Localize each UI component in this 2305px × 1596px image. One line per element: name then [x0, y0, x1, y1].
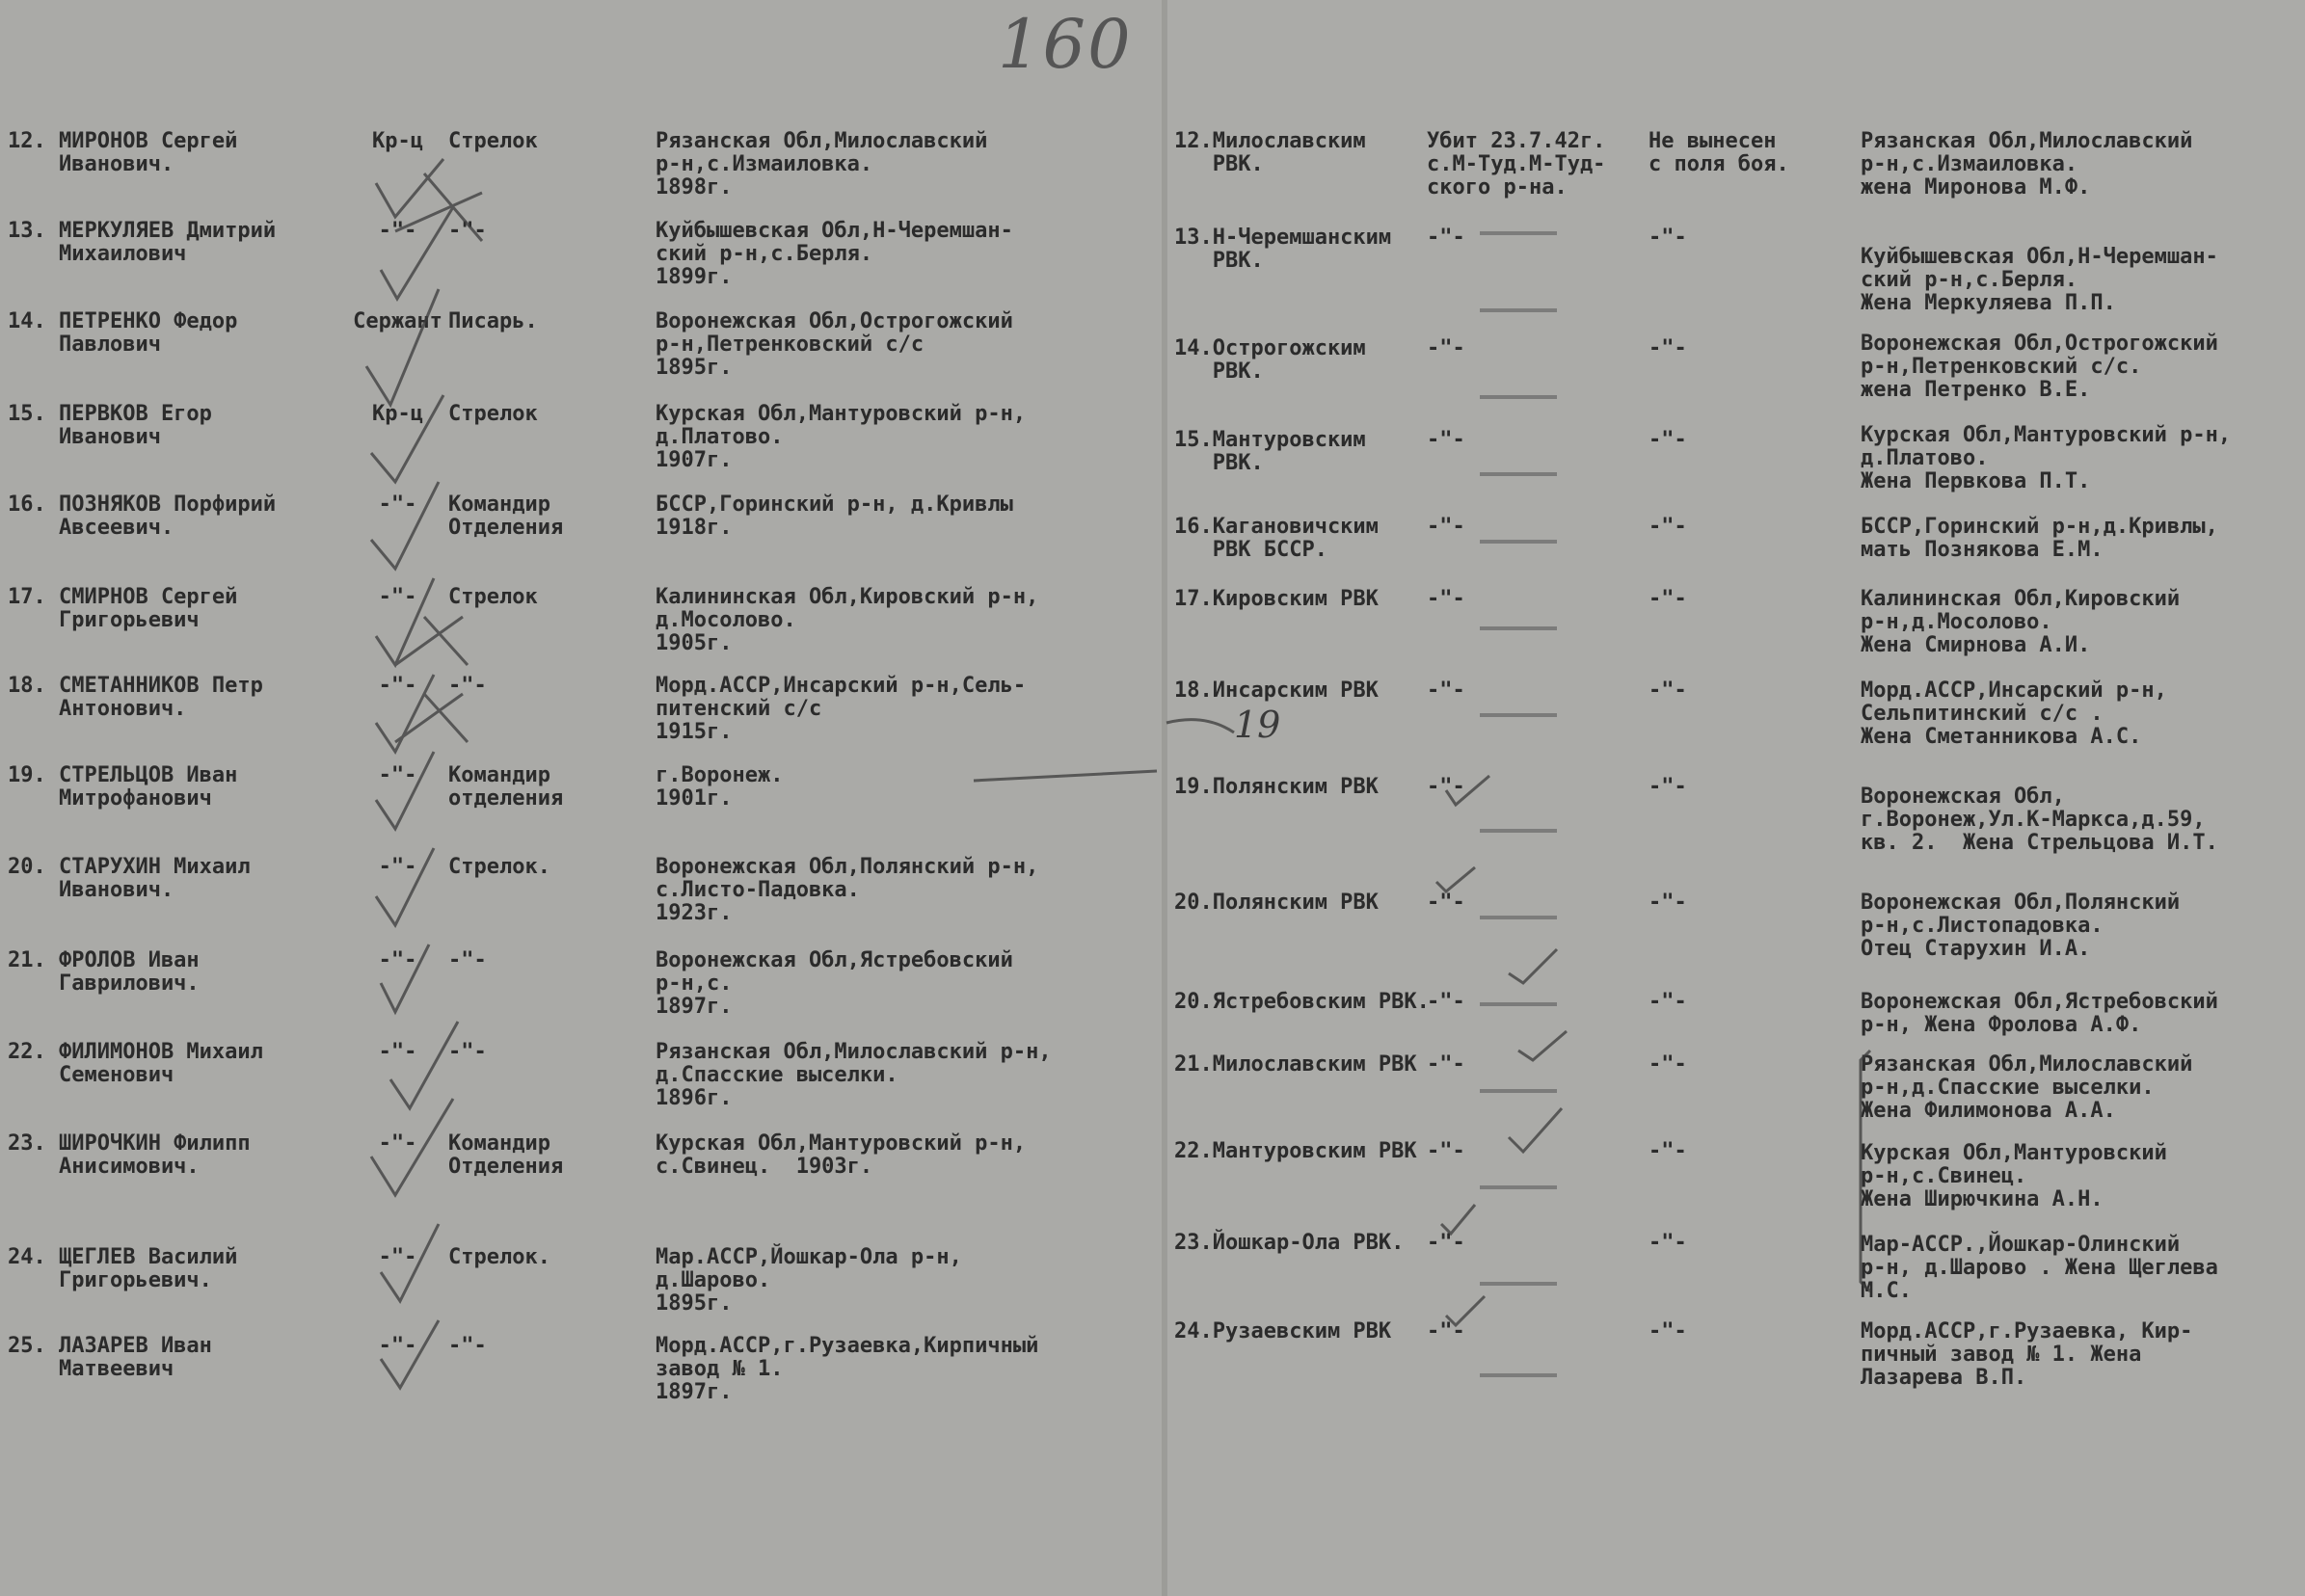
burial-cell: -"-: [1648, 1319, 1687, 1343]
next-of-kin-cell: БССР,Горинский р-н,д.Кривлы, мать Познякова Е.М.: [1861, 515, 2218, 562]
rvk-cell: 18.Инсарским РВК: [1174, 678, 1379, 703]
next-of-kin-cell: Курская Обл,Мантуровский р-н, д.Платово. Жена Первкова П.Т.: [1861, 423, 2232, 493]
rank-cell: -"-: [378, 1245, 417, 1269]
birthplace-cell: Воронежская Обл,Полянский р-н, с.Листо-Падовка. 1923г.: [656, 855, 1039, 925]
birthplace-cell: Рязанская Обл,Милославский р-н, д.Спасские выселки. 1896г.: [656, 1040, 1052, 1110]
birthplace-cell: Морд.АССР,Инсарский р-н,Сель- питенский с/с 1915г.: [656, 674, 1027, 744]
burial-cell: Не вынесен с поля боя.: [1648, 129, 1789, 176]
next-of-kin-cell: Мар-АССР.,Йошкар-Олинский р-н, д.Шарово . Жена Щеглева М.С.: [1861, 1233, 2218, 1303]
fate-date-cell: -"-: [1427, 678, 1465, 703]
rvk-cell: 15.Мантуровским РВК.: [1174, 428, 1366, 475]
next-of-kin-cell: Воронежская Обл,Острогожский р-н,Петренковский с/с. жена Петренко В.Е.: [1861, 332, 2218, 402]
rank-cell: -"-: [378, 855, 417, 879]
rank-cell: Кр-ц: [372, 129, 423, 153]
rvk-cell: 13.Н-Черемшанским РВК.: [1174, 226, 1392, 273]
burial-cell: -"-: [1648, 775, 1687, 799]
next-of-kin-cell: Курская Обл,Мантуровский р-н,с.Свинец. Жена Ширючкина А.Н.: [1861, 1141, 2167, 1211]
next-of-kin-cell: Куйбышевская Обл,Н-Черемшан- ский р-н,с.Берля. Жена Меркуляева П.П.: [1861, 245, 2218, 315]
rvk-cell: 16.Кагановичским РВК БССР.: [1174, 515, 1379, 562]
birthplace-cell: г.Воронеж. 1901г.: [656, 763, 784, 811]
role-cell: Командир Отделения: [448, 1131, 564, 1179]
role-cell: Стрелок.: [448, 1245, 550, 1269]
rank-cell: -"-: [378, 948, 417, 972]
burial-cell: -"-: [1648, 428, 1687, 452]
birthplace-cell: Рязанская Обл,Милославский р-н,с.Измаиловка. 1898г.: [656, 129, 988, 200]
role-cell: -"-: [448, 674, 487, 698]
next-of-kin-cell: Морд.АССР,г.Рузаевка, Кир- пичный завод № 1. Жена Лазарева В.П.: [1861, 1319, 2193, 1390]
rvk-cell: 22.Мантуровским РВК: [1174, 1139, 1417, 1163]
burial-cell: -"-: [1648, 587, 1687, 611]
next-of-kin-cell: Воронежская Обл, г.Воронеж,Ул.К-Маркса,д.59, кв. 2. Жена Стрельцова И.Т.: [1861, 785, 2218, 855]
person-name: 20. СТАРУХИН Михаил Иванович.: [8, 855, 251, 902]
rank-cell: -"-: [378, 763, 417, 787]
person-name: 23. ШИРОЧКИН Филипп Анисимович.: [8, 1131, 251, 1179]
role-cell: -"-: [448, 1040, 487, 1064]
person-name: 25. ЛАЗАРЕВ Иван Матвеевич: [8, 1334, 212, 1381]
birthplace-cell: Куйбышевская Обл,Н-Черемшан- ский р-н,с.Берля. 1899г.: [656, 219, 1013, 289]
person-name: 17. СМИРНОВ Сергей Григорьевич: [8, 585, 238, 632]
role-cell: -"-: [448, 219, 487, 243]
rvk-cell: 20.Ястребовским РВК.: [1174, 990, 1430, 1014]
rvk-cell: 14.Острогожским РВК.: [1174, 336, 1366, 384]
burial-cell: -"-: [1648, 990, 1687, 1014]
role-cell: Командир Отделения: [448, 492, 564, 540]
fate-date-cell: -"-: [1427, 775, 1465, 799]
role-cell: Писарь.: [448, 309, 538, 333]
role-cell: Стрелок: [448, 129, 538, 153]
rank-cell: -"-: [378, 674, 417, 698]
burial-cell: -"-: [1648, 515, 1687, 539]
birthplace-cell: БССР,Горинский р-н, д.Кривлы 1918г.: [656, 492, 1013, 540]
rvk-cell: 20.Полянским РВК: [1174, 891, 1379, 915]
fate-date-cell: -"-: [1427, 1139, 1465, 1163]
birthplace-cell: Калининская Обл,Кировский р-н, д.Мосолово. 1905г.: [656, 585, 1039, 655]
rvk-cell: 24.Рузаевским РВК: [1174, 1319, 1392, 1343]
burial-cell: -"-: [1648, 1052, 1687, 1077]
person-name: 14. ПЕТРЕНКО Федор Павлович: [8, 309, 238, 357]
person-name: 22. ФИЛИМОНОВ Михаил Семенович: [8, 1040, 263, 1087]
rvk-cell: 23.Йошкар-Ола РВК.: [1174, 1231, 1405, 1255]
fate-date-cell: -"-: [1427, 990, 1465, 1014]
fate-date-cell: -"-: [1427, 1052, 1465, 1077]
burial-cell: -"-: [1648, 1139, 1687, 1163]
rvk-cell: 19.Полянским РВК: [1174, 775, 1379, 799]
next-of-kin-cell: Морд.АССР,Инсарский р-н, Сельпитинский с/с . Жена Сметанникова А.С.: [1861, 678, 2167, 749]
birthplace-cell: Мар.АССР,Йошкар-Ола р-н, д.Шарово. 1895г.: [656, 1245, 962, 1316]
role-cell: Стрелок: [448, 585, 538, 609]
person-name: 16. ПОЗНЯКОВ Порфирий Авсеевич.: [8, 492, 277, 540]
rvk-cell: 17.Кировским РВК: [1174, 587, 1379, 611]
next-of-kin-cell: Воронежская Обл,Полянский р-н,с.Листопадовка. Отец Старухин И.А.: [1861, 891, 2181, 961]
rank-cell: -"-: [378, 1131, 417, 1156]
person-name: 13. МЕРКУЛЯЕВ Дмитрий Михаилович: [8, 219, 277, 266]
role-cell: Командир отделения: [448, 763, 564, 811]
fate-date-cell: -"-: [1427, 587, 1465, 611]
fate-date-cell: -"-: [1427, 1319, 1465, 1343]
rvk-cell: 12.Милославским РВК.: [1174, 129, 1366, 176]
rank-cell: Кр-ц: [372, 402, 423, 426]
burial-cell: -"-: [1648, 678, 1687, 703]
birthplace-cell: Курская Обл,Мантуровский р-н, д.Платово. 1907г.: [656, 402, 1027, 472]
burial-cell: -"-: [1648, 891, 1687, 915]
person-name: 19. СТРЕЛЬЦОВ Иван Митрофанович: [8, 763, 238, 811]
rank-cell: -"-: [378, 492, 417, 517]
next-of-kin-cell: Калининская Обл,Кировский р-н,д.Мосолово. Жена Смирнова А.И.: [1861, 587, 2181, 657]
fate-date-cell: -"-: [1427, 1231, 1465, 1255]
birthplace-cell: Курская Обл,Мантуровский р-н, с.Свинец. 1903г.: [656, 1131, 1027, 1179]
next-of-kin-cell: Воронежская Обл,Ястребовский р-н, Жена Фролова А.Ф.: [1861, 990, 2218, 1037]
burial-cell: -"-: [1648, 336, 1687, 360]
person-name: 21. ФРОЛОВ Иван Гаврилович.: [8, 948, 200, 996]
burial-cell: -"-: [1648, 1231, 1687, 1255]
fate-date-cell: Убит 23.7.42г. с.М-Туд.М-Туд- ского р-на.: [1427, 129, 1606, 200]
fate-date-cell: -"-: [1427, 891, 1465, 915]
rank-cell: -"-: [378, 585, 417, 609]
fate-date-cell: -"-: [1427, 226, 1465, 250]
birthplace-cell: Морд.АССР,г.Рузаевка,Кирпичный завод № 1. 1897г.: [656, 1334, 1039, 1404]
rvk-cell: 21.Милославским РВК: [1174, 1052, 1417, 1077]
sheet-number: 160: [998, 5, 1133, 84]
birthplace-cell: Воронежская Обл,Ястребовский р-н,с. 1897г.: [656, 948, 1013, 1019]
person-name: 24. ЩЕГЛЕВ Василий Григорьевич.: [8, 1245, 238, 1292]
fate-date-cell: -"-: [1427, 428, 1465, 452]
handwritten-19: 19: [1234, 704, 1281, 746]
next-of-kin-cell: Рязанская Обл,Милославский р-н,с.Измаиловка. жена Миронова М.Ф.: [1861, 129, 2193, 200]
role-cell: -"-: [448, 948, 487, 972]
fate-date-cell: -"-: [1427, 336, 1465, 360]
role-cell: Стрелок.: [448, 855, 550, 879]
role-cell: -"-: [448, 1334, 487, 1358]
rank-cell: -"-: [378, 219, 417, 243]
person-name: 12. МИРОНОВ Сергей Иванович.: [8, 129, 238, 176]
rank-cell: -"-: [378, 1334, 417, 1358]
rank-cell: Сержант: [353, 309, 442, 333]
birthplace-cell: Воронежская Обл,Острогожский р-н,Петренковский с/с 1895г.: [656, 309, 1013, 380]
rank-cell: -"-: [378, 1040, 417, 1064]
next-of-kin-cell: Рязанская Обл,Милославский р-н,д.Спасские выселки. Жена Филимонова А.А.: [1861, 1052, 2193, 1123]
person-name: 18. СМЕТАННИКОВ Петр Антонович.: [8, 674, 263, 721]
role-cell: Стрелок: [448, 402, 538, 426]
burial-cell: -"-: [1648, 226, 1687, 250]
person-name: 15. ПЕРВКОВ Егор Иванович: [8, 402, 212, 449]
page-fold: [1162, 0, 1167, 1596]
fate-date-cell: -"-: [1427, 515, 1465, 539]
